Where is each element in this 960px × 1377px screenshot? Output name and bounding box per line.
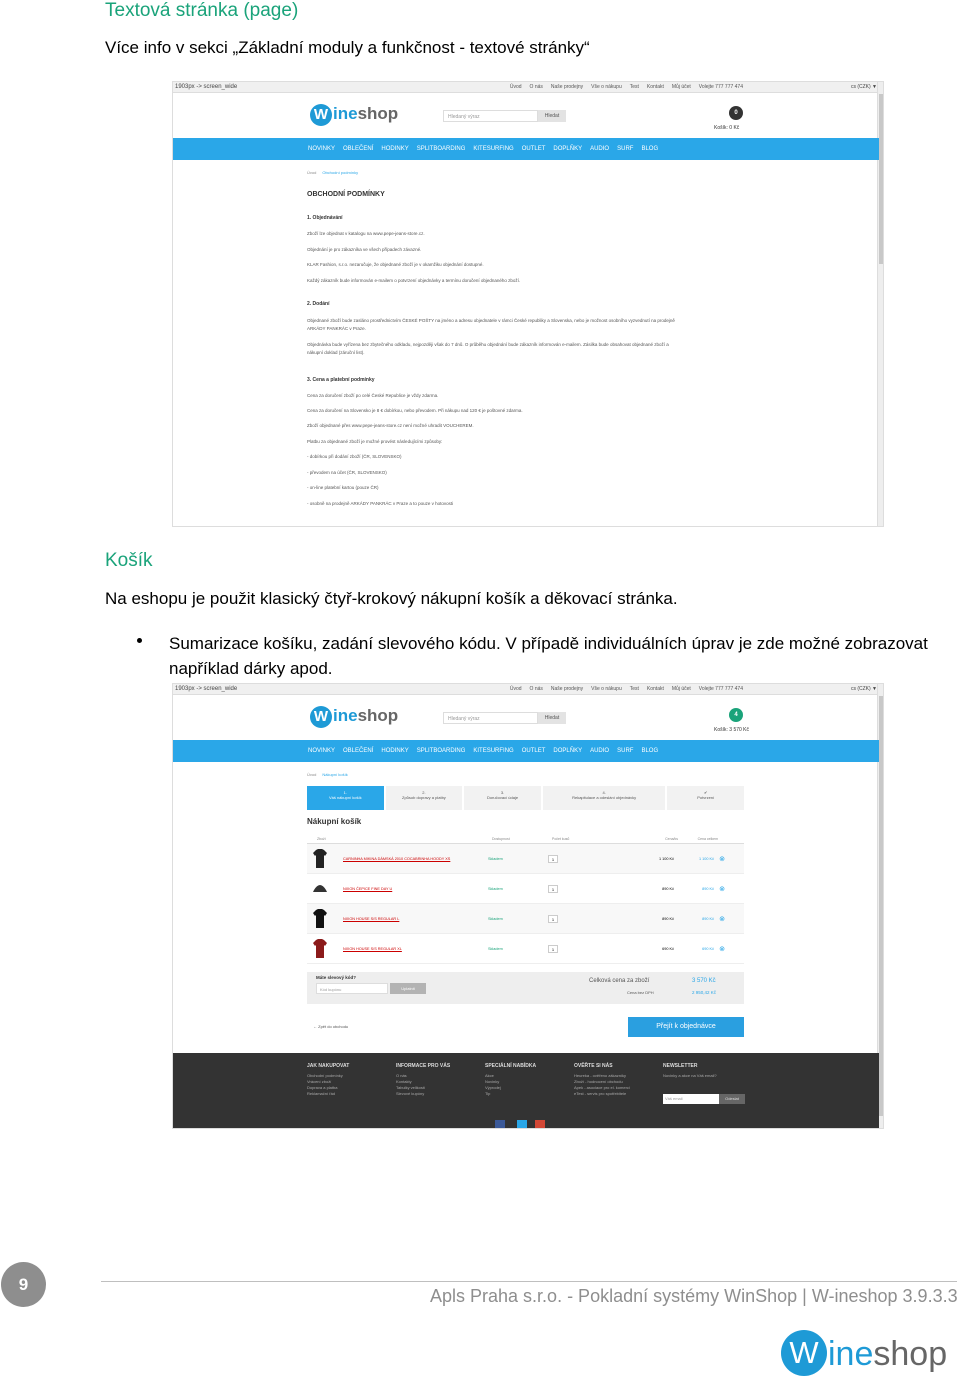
breadcrumb-home[interactable]: Úvod: [307, 170, 317, 175]
facebook-icon[interactable]: [495, 1120, 505, 1129]
voucher-apply-button[interactable]: Uplatnit: [390, 983, 426, 994]
line-total: 890 Kč: [702, 886, 714, 891]
back-to-shop-link[interactable]: [313, 1024, 348, 1029]
text-line: Objednání je pro zákazníka ve všech případech závazné.: [307, 247, 422, 252]
stock-status: Skladem: [488, 886, 503, 891]
section-title: 1. Objednávání: [307, 215, 343, 221]
footer-col: SPECIÁLNÍ NABÍDKA Akce Novinky Výprodej Tip: [485, 1063, 565, 1097]
page-title: OBCHODNÍ PODMÍNKY: [307, 191, 385, 198]
top-link[interactable]: O nás: [529, 84, 543, 90]
stock-status: Skladem: [488, 916, 503, 921]
heading-text-page: Textová stránka (page): [105, 0, 299, 21]
footer-col: NEWSLETTER Novinky a akce na Váš email?: [663, 1063, 743, 1079]
product-name[interactable]: CARNINHA MIKINA DÁMSKÁ 2010 COCABRINHA HOODY XS: [343, 856, 451, 861]
top-link: Volejte 777 777 474: [698, 686, 743, 692]
nav-item[interactable]: NOVINKY: [308, 146, 336, 152]
voucher-question: Máte slevový kód?: [316, 975, 357, 980]
wineshop-logo: W ineshop: [781, 1330, 947, 1377]
checkout-steps: [307, 786, 744, 810]
top-link[interactable]: Vše o nákupu: [591, 686, 622, 692]
cart-info: Na eshopu je použit klasický čtyř-krokový nákupní košík a děkovací stránka.: [105, 589, 678, 608]
table-row: [307, 904, 744, 934]
nav-item[interactable]: AUDIO: [590, 146, 610, 152]
footer-text: Novinky a akce na Váš email?: [663, 1073, 717, 1078]
remove-icon[interactable]: ⊗: [719, 855, 725, 863]
language-select[interactable]: cs (CZK) ▼: [850, 686, 877, 692]
breadcrumb-current: Nákupní košík: [322, 772, 348, 777]
text-line: Platbu za objednané zboží je možné provést následujícími způsoby:: [307, 439, 443, 444]
nav-item[interactable]: KITESURFING: [473, 146, 514, 152]
unit-price: 890 Kč: [662, 916, 674, 921]
footer-text: Apls Praha s.r.o. - Pokladní systémy WinShop | W-ineshop 3.9.3.3: [430, 1286, 958, 1306]
text-line: Zboží objednané přes www.pepe-jeans-store.cz není možné uhradit VOUCHEREM.: [307, 423, 474, 428]
screenshot-cart-page: [172, 683, 884, 1129]
shop-logo[interactable]: W ineshop: [310, 706, 398, 728]
screenshot-text-page: [172, 81, 884, 527]
top-link[interactable]: Naše prodejny: [550, 84, 584, 90]
footer-link[interactable]: Heureka - ověřeno zákazníky: [574, 1073, 627, 1078]
step-confirm: ✔ Potvrzení: [667, 786, 744, 810]
text-line: - převodem na účet (ČR, SLOVENSKO): [307, 470, 387, 475]
footer-link[interactable]: Slevové kupóny: [396, 1091, 425, 1096]
top-link[interactable]: Naše prodejny: [550, 686, 584, 692]
back-label: Zpět do obchodu: [318, 1024, 349, 1029]
proceed-to-order-button[interactable]: Přejít k objednávce: [628, 1017, 744, 1037]
step-delivery[interactable]: 3. Doručovací údaje: [464, 786, 541, 810]
arrow-left-icon: ←: [313, 1024, 319, 1029]
col-price: Cena/ks: [665, 836, 678, 841]
main-nav: [173, 138, 879, 160]
bullet-text-line1: Sumarizace košíku, zadání slevového kódu. V případě individuálních úprav je zde možné zobrazovat: [169, 634, 928, 653]
qty-cell: [548, 915, 622, 923]
col-qty: Počet kusů: [552, 836, 570, 841]
language-select[interactable]: cs (CZK) ▼: [850, 84, 877, 90]
footer-col: INFORMACE PRO VÁS O nás Kontakty Tabulky velikostí Slevové kupóny: [396, 1063, 476, 1097]
top-link[interactable]: Úvod: [509, 686, 522, 692]
col-product: Zboží: [317, 836, 326, 841]
search-input[interactable]: Hledaný výraz: [443, 110, 538, 122]
qty-cell: [548, 855, 622, 863]
text-page-info: Více info v sekci „Základní moduly a funkčnost - textové stránky“: [105, 38, 590, 57]
net-value: 2 950,42 Kč: [692, 990, 717, 995]
text-line: Cena za doručení zboží po celé České Republice je vždy zdarma.: [307, 393, 439, 398]
site-footer: [173, 1053, 879, 1128]
remove-icon[interactable]: ⊗: [719, 885, 725, 893]
breadcrumb: [307, 170, 358, 175]
section-title: 3. Cena a platební podmínky: [307, 377, 375, 383]
cart-total-label[interactable]: Košík: 0 Kč: [714, 125, 740, 131]
tshirt-icon[interactable]: [313, 848, 327, 869]
window-title: 1903px -> screen_wide: [173, 684, 883, 695]
bullet-text-line2: například dárky apod.: [169, 659, 333, 678]
search-button[interactable]: Hledat: [538, 110, 566, 122]
qty-input[interactable]: 1: [548, 945, 558, 953]
table-row: [307, 874, 744, 904]
nav-item[interactable]: KITESURFING: [473, 748, 514, 754]
heading-cart: Košík: [105, 550, 153, 571]
unit-price: 890 Kč: [662, 886, 674, 891]
nav-item[interactable]: DOPLŇKY: [553, 748, 583, 754]
tshirt-icon[interactable]: [313, 908, 327, 929]
page-number: 9: [1, 1262, 46, 1307]
text-line: Cena za doručení na Slovensko je 8 € dobírkou, nebo převodem. Při nákupu nad 120 € je poštovné zdarma.: [307, 408, 523, 413]
cart-table: [307, 834, 744, 964]
qty-cell: [548, 945, 622, 953]
product-name[interactable]: NIXON ČEPICE FINE DAY U: [343, 886, 393, 891]
newsletter-send-button[interactable]: Odeslat: [719, 1094, 745, 1104]
qty-input[interactable]: 1: [548, 885, 558, 893]
breadcrumb: [307, 772, 348, 777]
table-row: [307, 934, 744, 964]
top-link[interactable]: Můj účet: [671, 84, 691, 90]
nav-item[interactable]: HODINKY: [381, 146, 409, 152]
cart-count-badge[interactable]: 0: [729, 106, 743, 120]
top-link[interactable]: O nás: [529, 686, 543, 692]
nav-item[interactable]: SPLITBOARDING: [416, 146, 466, 152]
top-link[interactable]: Test: [629, 686, 639, 692]
total-value: 3 570 Kč: [692, 978, 716, 984]
table-header: [307, 834, 744, 844]
top-links: [510, 684, 743, 694]
col-total: Cena celkem: [697, 836, 718, 841]
text-line: KLAR Fashion, s.r.o. nezaručuje, že objednané zboží je v okamžiku objednání dostupné.: [307, 262, 484, 267]
footer-link[interactable]: Doprava a platba: [307, 1085, 338, 1090]
step-shipping[interactable]: 2. Způsob dopravy a platby: [386, 786, 463, 810]
footer-link[interactable]: Akce: [485, 1073, 494, 1078]
table-row: [307, 844, 744, 874]
footer-col: JAK NAKUPOVAT Obchodní podmínky Vrácení zboží Doprava a platba Reklamační řád: [307, 1063, 387, 1097]
line-total: 690 Kč: [702, 946, 714, 951]
footer-link[interactable]: O nás: [396, 1073, 407, 1078]
unit-price: 690 Kč: [662, 946, 674, 951]
text-line: - on-line platební kartou (pouze ČR): [307, 485, 379, 490]
voucher-input[interactable]: Kód kupónu: [316, 983, 388, 994]
nav-item[interactable]: SURF: [617, 748, 634, 754]
remove-icon[interactable]: ⊗: [719, 945, 725, 953]
net-label: Cena bez DPH: [627, 990, 654, 995]
top-link[interactable]: Kontakt: [646, 84, 664, 90]
qty-input[interactable]: 1: [548, 915, 558, 923]
unit-price: 1 100 Kč: [659, 856, 674, 861]
qty-input[interactable]: 1: [548, 855, 558, 863]
breadcrumb-home[interactable]: Úvod: [307, 772, 317, 777]
text-line: - osobně na prodejně ARKÁDY PANKRÁC v Praze a to pouze v hotovosti: [307, 501, 454, 506]
footer-link[interactable]: Výprodej: [485, 1085, 501, 1090]
footer-link[interactable]: Kontakty: [396, 1079, 412, 1084]
nav-item[interactable]: DOPLŇKY: [553, 146, 583, 152]
stock-status: Skladem: [488, 856, 503, 861]
cart-total-label[interactable]: Košík: 3 570 Kč: [714, 727, 750, 733]
top-link[interactable]: Kontakt: [646, 686, 664, 692]
top-link: Volejte 777 777 474: [698, 84, 743, 90]
shop-logo[interactable]: W ineshop: [310, 104, 398, 126]
nav-item[interactable]: BLOG: [641, 748, 659, 754]
product-name[interactable]: NIXON HOUSE S/S REGULAR L: [343, 916, 400, 921]
qty-cell: [548, 885, 622, 893]
text-line: Objednané zboží bude zasláno prostřednictvím ČESKÉ POŠTY na jméno a adresu objednatele v rámci České republiky a Slovenska, nebo je možnost osobního vyzvednutí na prodejně: [307, 318, 675, 323]
section-title: 2. Dodání: [307, 301, 330, 307]
step-summary[interactable]: 4. Rekapitulace a odeslání objednávky: [543, 786, 666, 810]
top-links: [510, 82, 743, 92]
col-stock: Dostupnost: [492, 836, 510, 841]
top-link[interactable]: Můj účet: [671, 686, 691, 692]
nav-item[interactable]: OUTLET: [521, 748, 546, 754]
remove-icon[interactable]: ⊗: [719, 915, 725, 923]
text-line: Zboží lze objednat v katalogu na www.pepe-jeans-store.cz.: [307, 231, 425, 236]
text-line: - dobírkou při dodání zboží (ČR, SLOVENSKO): [307, 454, 402, 459]
footer-link[interactable]: Reklamační řád: [307, 1091, 336, 1096]
nav-item[interactable]: BLOG: [641, 146, 659, 152]
nav-item[interactable]: OUTLET: [521, 146, 546, 152]
nav-item[interactable]: OBLEČENÍ: [343, 748, 374, 754]
footer-link[interactable]: Obchodní podmínky: [307, 1073, 343, 1078]
footer-link[interactable]: eTest - servis pro spotřebitele: [574, 1091, 627, 1096]
tshirt-icon[interactable]: [313, 938, 327, 959]
search-input[interactable]: Hledaný výraz: [443, 712, 538, 724]
footer-col: OVĚŘTE SI NÁS Heureka - ověřeno zákazníky Zboží - hodnocení obchodu Apek - asociace pro el. komerci eTest - servis pro spotřebitele: [574, 1063, 654, 1097]
nav-item[interactable]: NOVINKY: [308, 748, 336, 754]
line-total: 1 100 Kč: [699, 856, 714, 861]
cart-summary: [307, 972, 744, 1004]
cap-icon[interactable]: [313, 882, 327, 895]
text-line: nákupní doklad (záruční list).: [307, 350, 365, 355]
text-line: Každý zákazník bude informován e-mailem o potvrzení objednávky a termínu doručení objednaného zboží.: [307, 278, 521, 283]
step-cart[interactable]: 1. Váš nákupní košík: [307, 786, 384, 810]
search-button[interactable]: Hledat: [538, 712, 566, 724]
newsletter-email-input[interactable]: Váš email: [663, 1094, 719, 1104]
cart-count-badge[interactable]: 4: [729, 708, 743, 722]
product-name[interactable]: NIXON HOUSE S/S REGULAR XL: [343, 946, 402, 951]
line-total: 890 Kč: [702, 916, 714, 921]
window-title: 1903px -> screen_wide: [173, 82, 883, 93]
nav-item[interactable]: OBLEČENÍ: [343, 146, 374, 152]
footer-link[interactable]: Tip: [485, 1091, 491, 1096]
twitter-icon[interactable]: [517, 1120, 527, 1129]
footer-link[interactable]: Novinky: [485, 1079, 500, 1084]
top-link[interactable]: Vše o nákupu: [591, 84, 622, 90]
nav-item[interactable]: SURF: [617, 146, 634, 152]
text-line: ARKÁDY PANKRÁC v Praze.: [307, 326, 366, 331]
text-line: Objednávka bude vyřízena bez zbytečného odkladu, nejpozději však do 7 dnů. O průběhu objednání bude zákazník informován e-mailem. Zásilka bude obsahovat objednané zboží a: [307, 342, 669, 347]
footer-link[interactable]: Vrácení zboží: [307, 1079, 332, 1084]
google-plus-icon[interactable]: [535, 1120, 545, 1129]
nav-item[interactable]: SPLITBOARDING: [416, 748, 466, 754]
top-link[interactable]: Úvod: [509, 84, 522, 90]
total-label: Celková cena za zboží: [589, 978, 650, 984]
top-link[interactable]: Test: [629, 84, 639, 90]
nav-item[interactable]: HODINKY: [381, 748, 409, 754]
footer-link[interactable]: Tabulky velikostí: [396, 1085, 426, 1090]
cart-title: Nákupní košík: [307, 817, 362, 826]
bullet-dot: [137, 638, 142, 643]
nav-item[interactable]: AUDIO: [590, 748, 610, 754]
footer-link[interactable]: Apek - asociace pro el. komerci: [574, 1085, 630, 1090]
main-nav: [173, 740, 879, 762]
footer-divider: [101, 1281, 957, 1282]
breadcrumb-current: Obchodní podmínky: [322, 170, 359, 175]
footer-link[interactable]: Zboží - hodnocení obchodu: [574, 1079, 623, 1084]
stock-status: Skladem: [488, 946, 503, 951]
